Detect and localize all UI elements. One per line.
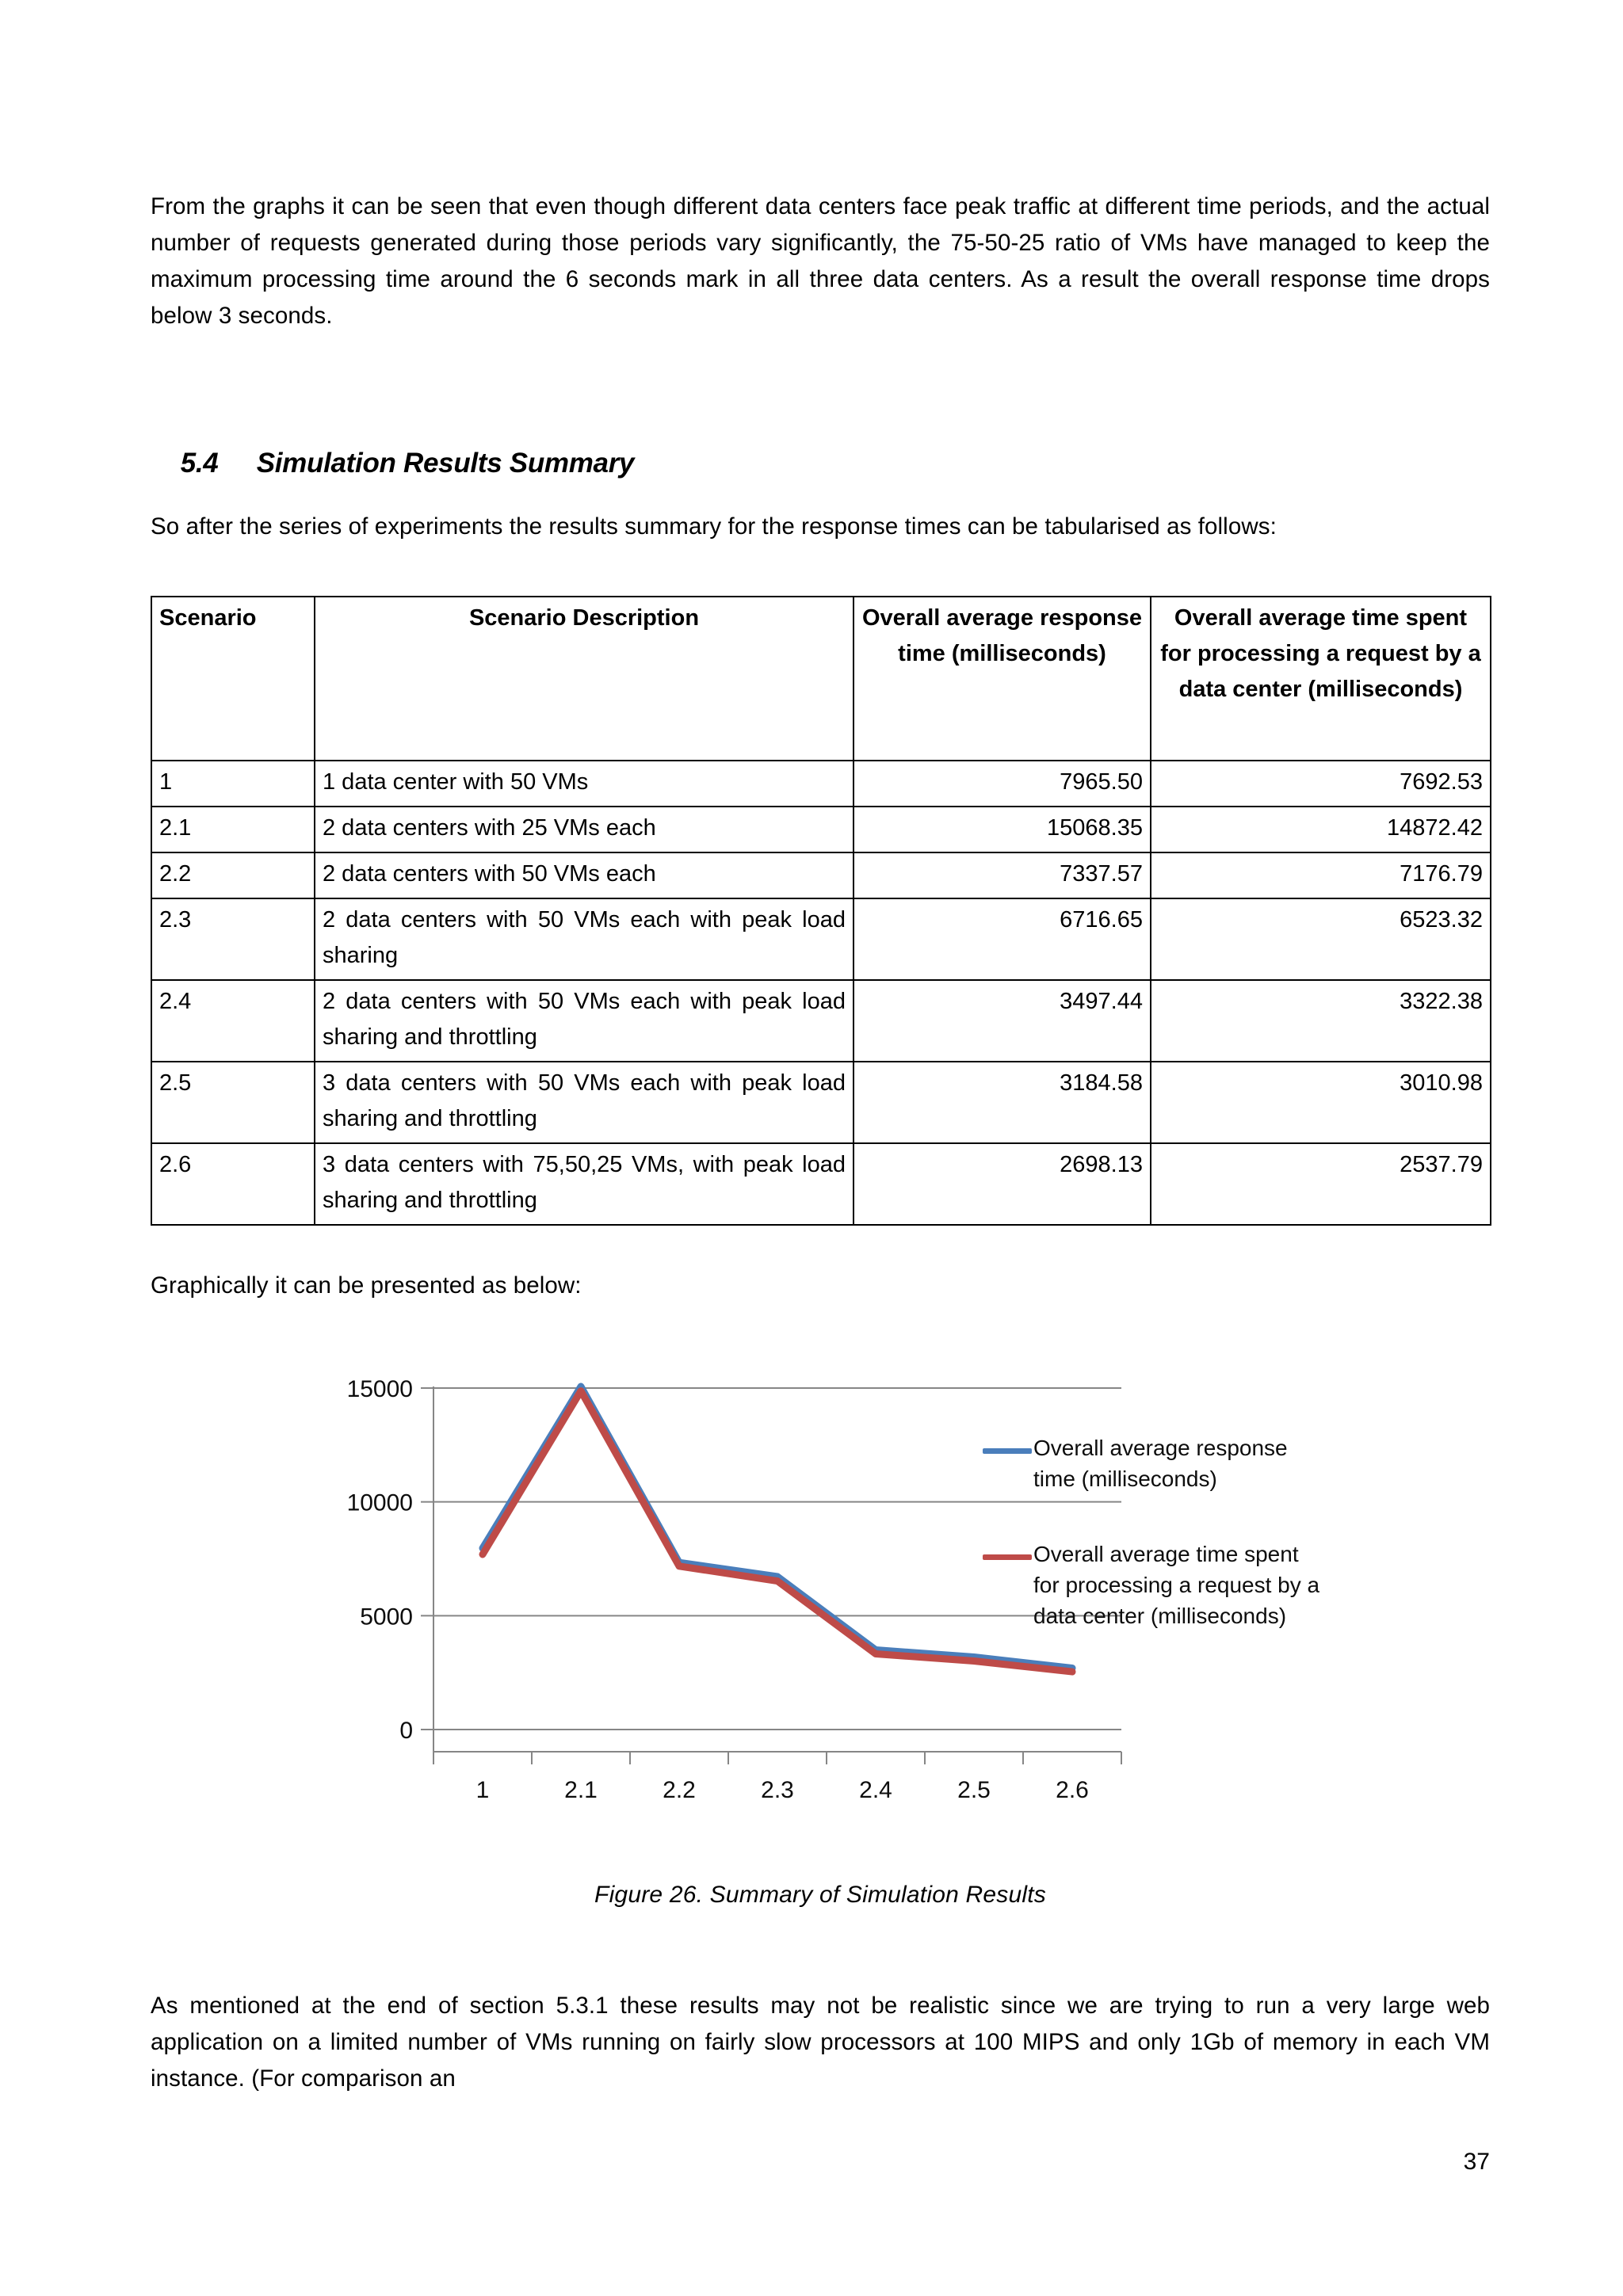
table-row [151,898,1491,980]
cell-response-time: 2698.13 [854,1143,1151,1225]
cell-description: 2 data centers with 50 VMs each with peak load sharing and throttling [315,980,854,1062]
cell-processing-time: 3322.38 [1151,980,1491,1062]
x-tick-label: 1 [475,1777,490,1803]
table-row [151,980,1491,1062]
cell-description: 3 data centers with 75,50,25 VMs, with peak load sharing and throttling [315,1143,854,1225]
table-row [151,852,1491,898]
cell-processing-time: 6523.32 [1151,898,1491,980]
column-header-scenario: Scenario [151,597,315,761]
cell-scenario: 2.3 [151,898,315,980]
page-number: 37 [1463,2149,1490,2175]
y-tick-label: 10000 [346,1489,413,1516]
column-header-processing-time: Overall average time spent for processing a request by a data center (milliseconds) [1151,597,1491,761]
x-tick-label: 2.3 [761,1777,794,1803]
cell-processing-time: 14872.42 [1151,807,1491,852]
x-tick-label: 2.5 [957,1777,991,1803]
cell-scenario: 2.5 [151,1062,315,1143]
legend-item-processing-time [983,1539,1323,1631]
cell-scenario: 2.6 [151,1143,315,1225]
x-tick-label: 2.6 [1056,1777,1089,1803]
cell-scenario: 2.4 [151,980,315,1062]
cell-processing-time: 3010.98 [1151,1062,1491,1143]
chart-legend [983,1432,1323,1676]
cell-response-time: 7965.50 [854,761,1151,807]
legend-label-processing-time: Overall average time spent for processing a request by a data center (milliseconds) [1033,1542,1320,1628]
cell-description: 2 data centers with 50 VMs each with peak load sharing [315,898,854,980]
document-page [151,0,1490,2296]
cell-scenario: 1 [151,761,315,807]
cell-response-time: 3184.58 [854,1062,1151,1143]
table-row [151,1062,1491,1143]
table-row [151,761,1491,807]
cell-response-time: 15068.35 [854,807,1151,852]
x-tick-label: 2.2 [663,1777,696,1803]
x-tick-label: 2.4 [859,1777,892,1803]
cell-processing-time: 7692.53 [1151,761,1491,807]
cell-scenario: 2.1 [151,807,315,852]
legend-swatch-blue [983,1448,1032,1454]
cell-description: 1 data center with 50 VMs [315,761,854,807]
section-heading [151,416,634,511]
table-row [151,807,1491,852]
figure-26 [151,1339,1490,1846]
column-header-response-time: Overall average response time (milliseconds) [854,597,1151,761]
cell-response-time: 3497.44 [854,980,1151,1062]
column-header-description: Scenario Description [315,597,854,761]
cell-processing-time: 7176.79 [1151,852,1491,898]
legend-swatch-red [983,1554,1032,1560]
legend-label-response-time: Overall average response time (milliseconds) [1033,1436,1288,1491]
cell-response-time: 7337.57 [854,852,1151,898]
results-table [151,596,1491,1226]
paragraph-intro-findings: From the graphs it can be seen that even though different data centers face peak traffic at different time periods, and the actual number of requests generated during those periods vary significantly, the 75-50-25 ratio of VMs have managed to keep the maximum processing time around the 6 seconds mark in all three data centers. As a result the overall response time drops below 3 seconds. [151,193,1490,329]
cell-description: 2 data centers with 25 VMs each [315,807,854,852]
section-number: 5.4 [180,448,219,479]
results-table-wrapper [151,596,1490,1226]
x-tick-label: 2.1 [564,1777,598,1803]
cell-processing-time: 2537.79 [1151,1143,1491,1225]
paragraph-table-intro: So after the series of experiments the results summary for the response times can be tabularised as follows: [151,513,1277,540]
cell-response-time: 6716.65 [854,898,1151,980]
legend-item-response-time [983,1432,1323,1494]
y-tick-label: 15000 [346,1376,413,1402]
figure-caption: Figure 26. Summary of Simulation Results [594,1882,1046,1908]
cell-description: 2 data centers with 50 VMs each [315,852,854,898]
table-row [151,1143,1491,1225]
cell-scenario: 2.2 [151,852,315,898]
y-tick-label: 0 [399,1718,413,1744]
section-title: Simulation Results Summary [256,448,635,479]
paragraph-closing: As mentioned at the end of section 5.3.1 these results may not be realistic since we are trying to run a very large web application on a limited number of VMs running on fairly slow processors at 100 MIPS and only 1Gb of memory in each VM instance. (For comparison an [151,1993,1490,2092]
y-tick-label: 5000 [360,1604,413,1630]
cell-description: 3 data centers with 50 VMs each with peak load sharing and throttling [315,1062,854,1143]
paragraph-graph-intro: Graphically it can be presented as below: [151,1272,582,1299]
table-header-row [151,597,1491,761]
